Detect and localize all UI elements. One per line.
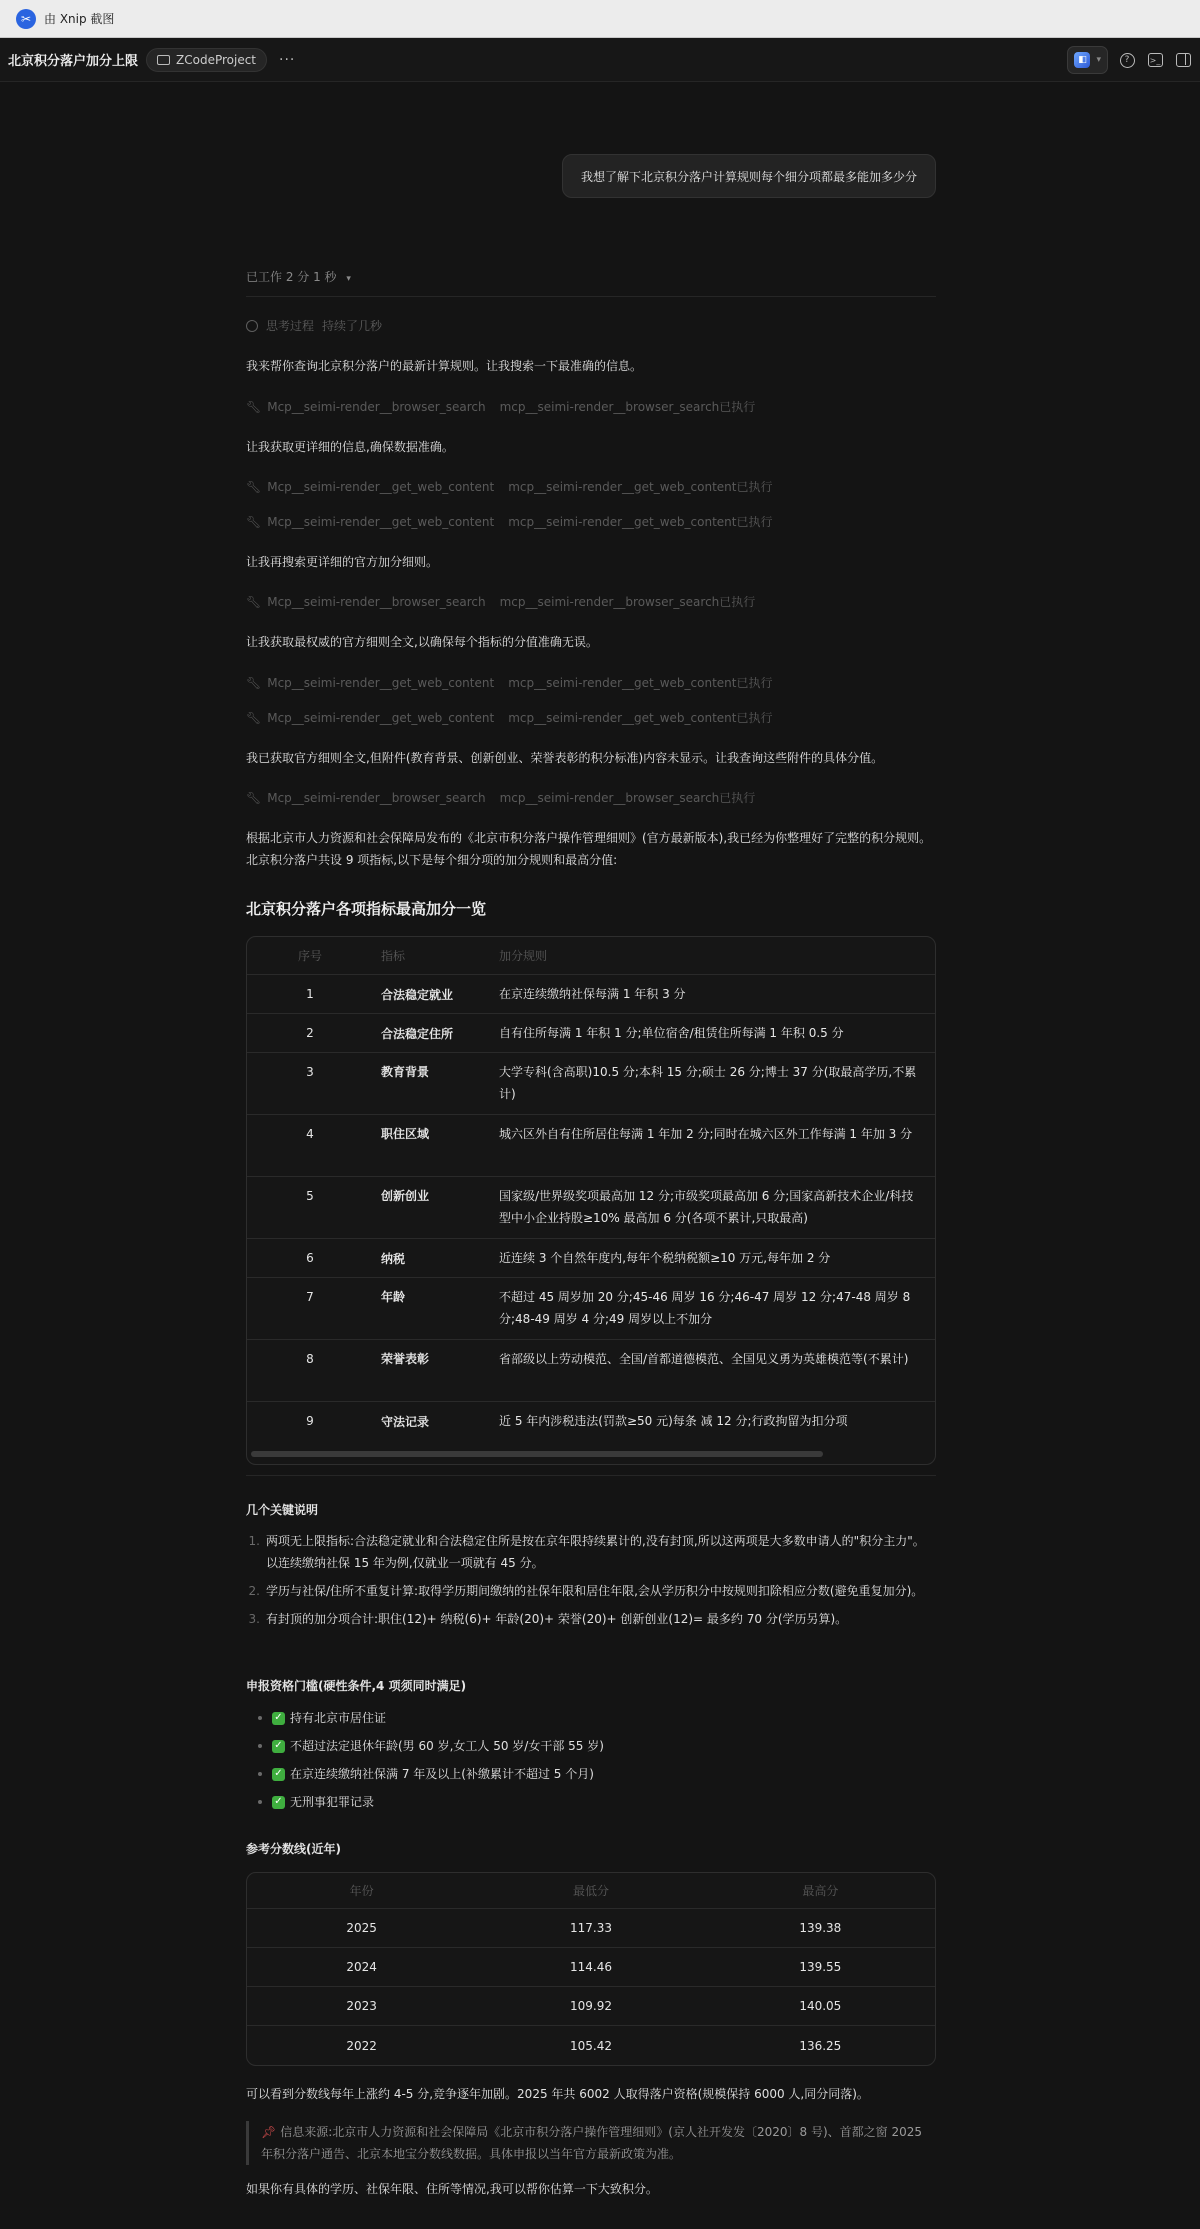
column-header: 年份 [349, 1884, 374, 1898]
list-item [246, 1791, 936, 1813]
table-row [247, 1987, 935, 2026]
tool-name: Mcp__seimi-render__get_web_content [267, 480, 495, 494]
list-text: 无刑事犯罪记录 [290, 1795, 375, 1809]
cell-indicator: 教育背景 [381, 1065, 430, 1079]
wrench-icon: 🔧︎ [246, 676, 262, 690]
table-row [247, 1909, 935, 1948]
list-number: 1. [248, 1534, 260, 1548]
wrench-icon: 🔧︎ [246, 400, 262, 414]
tool-name: Mcp__seimi-render__get_web_content [267, 711, 495, 725]
wrench-icon: 🔧︎ [246, 791, 262, 805]
tool-name: Mcp__seimi-render__get_web_content [267, 676, 495, 690]
table-row [247, 975, 935, 1014]
divider [246, 1475, 936, 1476]
cell-indicator: 年龄 [381, 1290, 406, 1304]
table-row [247, 1278, 935, 1340]
chevron-down-icon: ▾ [346, 274, 351, 284]
model-icon: ◧ [1074, 52, 1090, 68]
scores-title: 参考分数线(近年) [246, 1842, 341, 1856]
cell-rule: 省部级以上劳动模范、全国/首都道德模范、全国见义勇为英雄模范等(不累计) [499, 1352, 909, 1366]
tool-call-get-web-content[interactable] [246, 672, 936, 694]
cell-no: 1 [306, 987, 314, 1001]
cell-no: 7 [306, 1290, 314, 1304]
cell-no: 5 [306, 1189, 314, 1203]
assistant-text-step4: 让我获取最权威的官方细则全文,以确保每个指标的分值准确无误。 [246, 635, 598, 649]
user-message-text: 我想了解下北京积分落户计算规则每个细分项都最多能加多少分 [580, 169, 917, 184]
table-row [247, 1053, 935, 1115]
cell-max: 139.38 [799, 1921, 842, 1935]
cell-rule: 不超过 45 周岁加 20 分;45-46 周岁 16 分;46-47 周岁 12 分;47-48 周岁 8 分;48-49 周岁 4 分;49 周岁以上不加分 [499, 1290, 911, 1326]
checkmark-icon: ✓ [272, 1740, 285, 1753]
assistant-text-summary: 根据北京市人力资源和社会保障局发布的《北京市积分落户操作管理细则》(官方最新版本),我已经为你整理好了完整的积分规则。北京积分落户共设 9 项指标,以下是每个细分项的加分规则和最高分值: [246, 831, 932, 867]
list-number: 3. [248, 1612, 260, 1626]
tool-status: mcp__seimi-render__get_web_content已执行 [508, 480, 773, 494]
assistant-text-step5: 我已获取官方细则全文,但附件(教育背景、创新创业、荣誉表彰的积分标准)内容未显示。让我查询这些附件的具体分值。 [246, 751, 884, 765]
project-name: ZCodeProject [176, 52, 257, 67]
cell-indicator: 合法稳定住所 [381, 1026, 454, 1041]
folder-icon [157, 55, 170, 65]
cell-rule: 近连续 3 个自然年度内,每年个税纳税额≥10 万元,每年加 2 分 [499, 1251, 831, 1265]
tool-name: Mcp__seimi-render__browser_search [267, 791, 486, 805]
table-row [247, 1948, 935, 1987]
wrench-icon: 🔧︎ [246, 480, 262, 494]
wrench-icon: 🔧︎ [246, 595, 262, 609]
window-titlebar [0, 0, 1200, 38]
cell-no: 6 [306, 1251, 314, 1265]
cell-year: 2022 [346, 2038, 377, 2053]
project-chip[interactable] [146, 48, 267, 72]
cell-indicator: 合法稳定就业 [381, 987, 454, 1002]
tool-name: Mcp__seimi-render__get_web_content [267, 515, 495, 529]
more-options-icon[interactable]: ··· [279, 51, 296, 68]
list-number: 2. [248, 1584, 260, 1598]
header-actions [1067, 46, 1192, 74]
horizontal-scrollbar[interactable] [247, 1440, 935, 1464]
list-item [246, 1707, 936, 1729]
section-title: 北京积分落户各项指标最高加分一览 [246, 900, 487, 918]
cell-no: 2 [306, 1026, 314, 1040]
key-notes-title: 几个关键说明 [246, 1503, 319, 1517]
tool-call-get-web-content[interactable] [246, 511, 936, 533]
list-item [246, 1608, 936, 1630]
cell-max: 136.25 [799, 2038, 842, 2053]
cell-rule: 国家级/世界级奖项最高加 12 分;市级奖项最高加 6 分;国家高新技术企业/科技型中小企业持股≥10% 最高加 6 分(各项不累计,只取最高) [499, 1189, 914, 1225]
terminal-button[interactable] [1146, 51, 1164, 69]
xnip-logo-icon: ✂ [16, 9, 36, 29]
tool-status: mcp__seimi-render__get_web_content已执行 [508, 711, 773, 725]
sidebar-panel-icon [1176, 53, 1191, 67]
table-row [247, 1177, 935, 1239]
checkmark-icon: ✓ [272, 1796, 285, 1809]
bullet [258, 1744, 262, 1748]
column-header: 指标 [381, 949, 406, 963]
table-header [247, 1873, 935, 1909]
tool-name: Mcp__seimi-render__browser_search [267, 595, 486, 609]
cell-rule: 近 5 年内涉税违法(罚款≥50 元)每条 减 12 分;行政拘留为扣分项 [499, 1414, 848, 1428]
worked-duration-text: 已工作 2 分 1 秒 [246, 270, 337, 284]
tool-call-browser-search[interactable] [246, 591, 936, 613]
cell-indicator: 守法记录 [381, 1414, 430, 1429]
cell-rule: 自有住所每满 1 年积 1 分;单位宿舍/租赁住所每满 1 年积 0.5 分 [499, 1026, 844, 1040]
cell-year: 2023 [346, 1999, 377, 2013]
cell-rule: 大学专科(含高职)10.5 分;本科 15 分;硕士 26 分;博士 37 分(取最高学历,不累计) [499, 1065, 917, 1101]
cell-year: 2025 [346, 1921, 377, 1935]
source-text: 信息来源:北京市人力资源和社会保障局《北京市积分落户操作管理细则》(京人社开发发〔2020〕8 号)、首都之窗 2025 年积分落户通告、北京本地宝分数线数据。具体申报以当年官方最新政策为准。 [261, 2125, 922, 2161]
cell-max: 139.55 [799, 1960, 842, 1974]
column-header: 最低分 [572, 1884, 609, 1898]
terminal-icon: >_ [1148, 53, 1163, 67]
conversation-title: 北京积分落户加分上限 [8, 54, 139, 69]
cell-indicator: 职住区域 [381, 1127, 430, 1141]
list-text: 在京连续缴纳社保满 7 年及以上(补缴累计不超过 5 个月) [290, 1767, 594, 1781]
requirements-list [246, 1707, 936, 1819]
wrench-icon: 🔧︎ [246, 711, 262, 725]
user-message-bubble [562, 154, 936, 198]
assistant-text-step3: 让我再搜索更详细的官方加分细则。 [246, 555, 439, 569]
tool-name: Mcp__seimi-render__browser_search [267, 400, 486, 414]
column-header: 最高分 [802, 1884, 839, 1898]
worked-duration-toggle[interactable] [246, 268, 351, 285]
cell-rule: 城六区外自有住所居住每满 1 年加 2 分;同时在城六区外工作每满 1 年加 3 分 [499, 1127, 913, 1141]
help-icon: ? [1120, 53, 1135, 68]
trend-text: 可以看到分数线每年上涨约 4-5 分,竞争逐年加剧。2025 年共 6002 人取得落户资格(规模保持 6000 人,同分同落)。 [246, 2087, 869, 2101]
list-item [246, 1763, 936, 1785]
column-header: 加分规则 [499, 948, 548, 963]
thinking-duration: 持续了几秒 [322, 319, 383, 333]
table-row [247, 1115, 935, 1177]
list-item [246, 1530, 936, 1574]
checkmark-icon: ✓ [272, 1768, 285, 1781]
score-line-table [246, 1872, 936, 2066]
table-row [247, 2026, 935, 2065]
requirements-title: 申报资格门槛(硬性条件,4 项须同时满足) [246, 1679, 467, 1693]
cell-min: 114.46 [569, 1960, 612, 1974]
tool-status: mcp__seimi-render__get_web_content已执行 [508, 676, 773, 690]
tool-status: mcp__seimi-render__get_web_content已执行 [508, 515, 773, 529]
thinking-label: 思考过程 [266, 319, 315, 333]
cell-max: 140.05 [799, 1999, 842, 2013]
thinking-toggle[interactable] [246, 315, 936, 337]
chevron-down-icon: ▾ [1096, 55, 1101, 65]
tool-status: mcp__seimi-render__browser_search已执行 [499, 595, 756, 609]
cell-year: 2024 [346, 1960, 377, 1974]
help-button[interactable] [1118, 51, 1136, 69]
cell-min: 105.42 [569, 2038, 612, 2053]
list-item [246, 1735, 936, 1757]
table-row [247, 1340, 935, 1402]
key-notes-list [246, 1530, 936, 1636]
column-header: 序号 [297, 949, 322, 963]
tool-call-browser-search[interactable] [246, 787, 936, 809]
cell-indicator: 创新创业 [381, 1189, 430, 1203]
titlebar-text: 由 Xnip 截图 [44, 12, 115, 26]
divider [246, 296, 936, 297]
pushpin-icon: 📌︎ [261, 2125, 277, 2139]
toggle-panel-button[interactable] [1174, 51, 1192, 69]
bullet [258, 1800, 262, 1804]
indicator-table [246, 936, 936, 1465]
cell-indicator: 荣誉表彰 [381, 1352, 430, 1366]
cell-min: 117.33 [569, 1921, 612, 1935]
thinking-icon [246, 320, 258, 332]
bullet [258, 1772, 262, 1776]
assistant-text-step2: 让我获取更详细的信息,确保数据准确。 [246, 440, 454, 454]
list-item [246, 1580, 936, 1602]
cell-min: 109.92 [569, 1999, 612, 2013]
cell-no: 3 [306, 1065, 314, 1079]
cell-indicator: 纳税 [381, 1251, 406, 1266]
source-blockquote [246, 2121, 936, 2165]
tool-call-browser-search[interactable] [246, 396, 936, 418]
cell-rule: 在京连续缴纳社保每满 1 年积 3 分 [499, 987, 686, 1001]
table-row [247, 1402, 935, 1440]
cell-no: 9 [306, 1414, 314, 1428]
tool-call-get-web-content[interactable] [246, 476, 936, 498]
table-row [247, 1239, 935, 1278]
table-row [247, 1014, 935, 1053]
tool-status: mcp__seimi-render__browser_search已执行 [499, 400, 756, 414]
assistant-text-intro: 我来帮你查询北京积分落户的最新计算规则。让我搜索一下最准确的信息。 [246, 359, 643, 373]
bullet [258, 1716, 262, 1720]
list-text: 有封顶的加分项合计:职住(12)+ 纳税(6)+ 年龄(20)+ 荣誉(20)+ 创新创业(12)= 最多约 70 分(学历另算)。 [266, 1612, 848, 1626]
list-text: 持有北京市居住证 [290, 1711, 387, 1725]
model-switcher[interactable] [1067, 46, 1108, 74]
conversation-header [0, 38, 1200, 82]
tool-status: mcp__seimi-render__browser_search已执行 [499, 791, 756, 805]
list-text: 学历与社保/住所不重复计算:取得学历期间缴纳的社保年限和居住年限,会从学历积分中按规则扣除相应分数(避免重复加分)。 [266, 1584, 924, 1598]
cell-no: 4 [306, 1127, 314, 1141]
cell-no: 8 [306, 1352, 314, 1366]
checkmark-icon: ✓ [272, 1712, 285, 1725]
table-header [247, 937, 935, 975]
closing-text: 如果你有具体的学历、社保年限、住所等情况,我可以帮你估算一下大致积分。 [246, 2182, 658, 2196]
list-text: 两项无上限指标:合法稳定就业和合法稳定住所是按在京年限持续累计的,没有封顶,所以这两项是大多数申请人的"积分主力"。以连续缴纳社保 15 年为例,仅就业一项就有 45 分。 [266, 1534, 925, 1570]
scrollbar-thumb[interactable] [251, 1451, 823, 1457]
wrench-icon: 🔧︎ [246, 515, 262, 529]
list-text: 不超过法定退休年龄(男 60 岁,女工人 50 岁/女干部 55 岁) [290, 1739, 604, 1753]
tool-call-get-web-content[interactable] [246, 707, 936, 729]
